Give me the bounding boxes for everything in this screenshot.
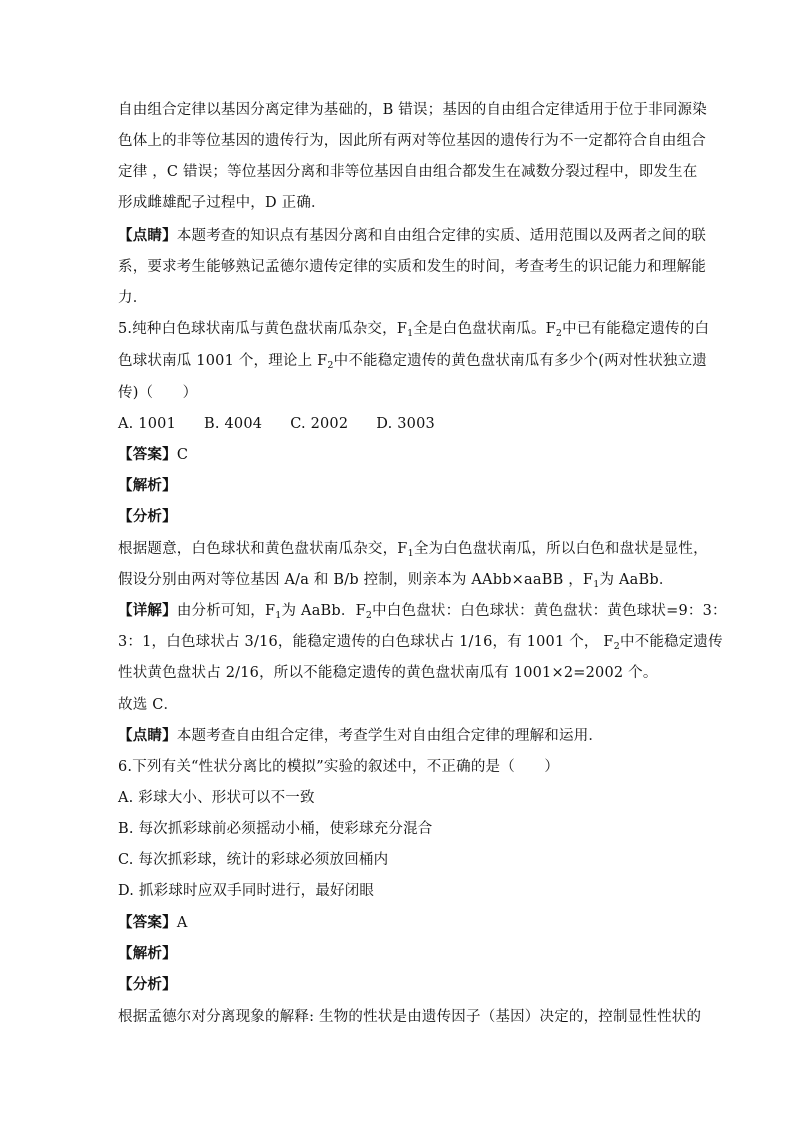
answer-value: C xyxy=(176,447,189,463)
subscript: 2 xyxy=(555,328,563,339)
point-note-2: 【点睛】本题考查自由组合定律，考查学生对自由组合定律的理解和运用． xyxy=(118,727,604,744)
text-line: 故选 C． xyxy=(118,697,179,713)
option-b: B. 4004 xyxy=(204,416,263,432)
analysis-heading: 【解析】 xyxy=(118,477,177,494)
point-tag: 【点睛】 xyxy=(118,227,177,244)
q5-text: 中已有能稳定遗传的白 xyxy=(562,321,710,337)
analysis-subheading: 【分析】 xyxy=(118,508,177,525)
text-line: 色体上的非等位基因的遗传行为，因此所有两对等位基因的遗传行为不一定都符合自由组合 xyxy=(118,133,706,149)
answer-value: A xyxy=(176,915,188,931)
text-line: 系，要求考生能够熟记孟德尔遗传定律的实质和发生的时间，考查考生的识记能力和理解能 xyxy=(118,259,706,275)
option-c: C. 每次抓彩球，统计的彩球必须放回桶内 xyxy=(118,852,389,868)
q5-text: 全是白色盘状南瓜。F xyxy=(413,321,556,337)
answer-6 xyxy=(118,913,678,933)
text-line: 力． xyxy=(118,290,148,306)
answer-tag: 【答案】 xyxy=(118,914,177,931)
answer-5 xyxy=(118,445,678,465)
option-c: C. 2002 xyxy=(290,416,349,432)
text-line: 传)（ ） xyxy=(118,385,198,401)
analysis-subheading: 【分析】 xyxy=(118,976,177,993)
text-line: 定律 ，C 错误；等位基因分离和非等位基因自由组合都发生在减数分裂过程中，即发生在 xyxy=(118,164,698,180)
point-note xyxy=(118,226,707,246)
subscript: 1 xyxy=(407,328,414,339)
answer-tag: 【答案】 xyxy=(118,446,177,463)
q5-text: 中不能稳定遗传的黄色盘状南瓜有多少个(两对性状独立遗 xyxy=(333,353,707,369)
point-tag: 【点睛】 xyxy=(118,727,177,744)
detail-explanation: 【详解】由分析可知，$F_1$为 AaBb．$F_2$中白色盘状：白色球状：黄色盘状：黄色球状=9：3： xyxy=(118,602,727,621)
option-a: A. 1001 xyxy=(118,416,176,432)
text-line: 3：1，白色球状占 3/16，能稳定遗传的白色球状占 1/16，有 1001 个， $F_2$中不能稳定遗传 xyxy=(118,634,723,652)
text-line: 根据题意，白色球状和黄色盘状南瓜杂交，$F_1$全为白色盘状南瓜，所以白色和盘状是显性， xyxy=(118,541,708,559)
option-b: B. 每次抓彩球前必须摇动小桶，使彩球充分混合 xyxy=(118,821,433,837)
text-line: 根据孟德尔对分离现象的解释: 生物的性状是由遗传因子（基因）决定的，控制显性性状的 xyxy=(118,1009,702,1025)
option-d: D. 3003 xyxy=(376,416,435,432)
analysis-heading: 【解析】 xyxy=(118,945,177,962)
q5-options xyxy=(118,414,678,434)
text-line: 自由组合定律以基因分离定律为基础的，B 错误；基因的自由组合定律适用于位于非同源染 xyxy=(118,102,707,118)
q5-text: 色球状南瓜 1001 个，理论上 F xyxy=(118,353,328,369)
option-a: A. 彩球大小、形状可以不一致 xyxy=(118,790,315,806)
question-5-line2 xyxy=(118,351,707,376)
point-text: 本题考查的知识点有基因分离和自由组合定律的实质、适用范围以及两者之间的联 xyxy=(176,228,707,244)
text-line: 性状黄色盘状占 2/16，所以不能稳定遗传的黄色盘状南瓜有 1001×2=2002 个。 xyxy=(118,665,658,681)
text-line: 假设分别由两对等位基因 A/a 和 B/b 控制，则亲本为 AAbb×aaBB ，$F_1$为 AaBb． xyxy=(118,572,674,590)
question-6: 6.下列有关“性状分离比的模拟”实验的叙述中，不正确的是（ ） xyxy=(118,759,560,775)
q5-text: 5.纯种白色球状南瓜与黄色盘状南瓜杂交，F xyxy=(118,321,408,337)
subscript: 2 xyxy=(327,360,334,371)
text-line: 形成雌雄配子过程中，D 正确． xyxy=(118,195,326,211)
option-d: D. 抓彩球时应双手同时进行，最好闭眼 xyxy=(118,883,375,899)
detail-tag: 【详解】 xyxy=(118,602,177,619)
question-5 xyxy=(118,319,710,344)
